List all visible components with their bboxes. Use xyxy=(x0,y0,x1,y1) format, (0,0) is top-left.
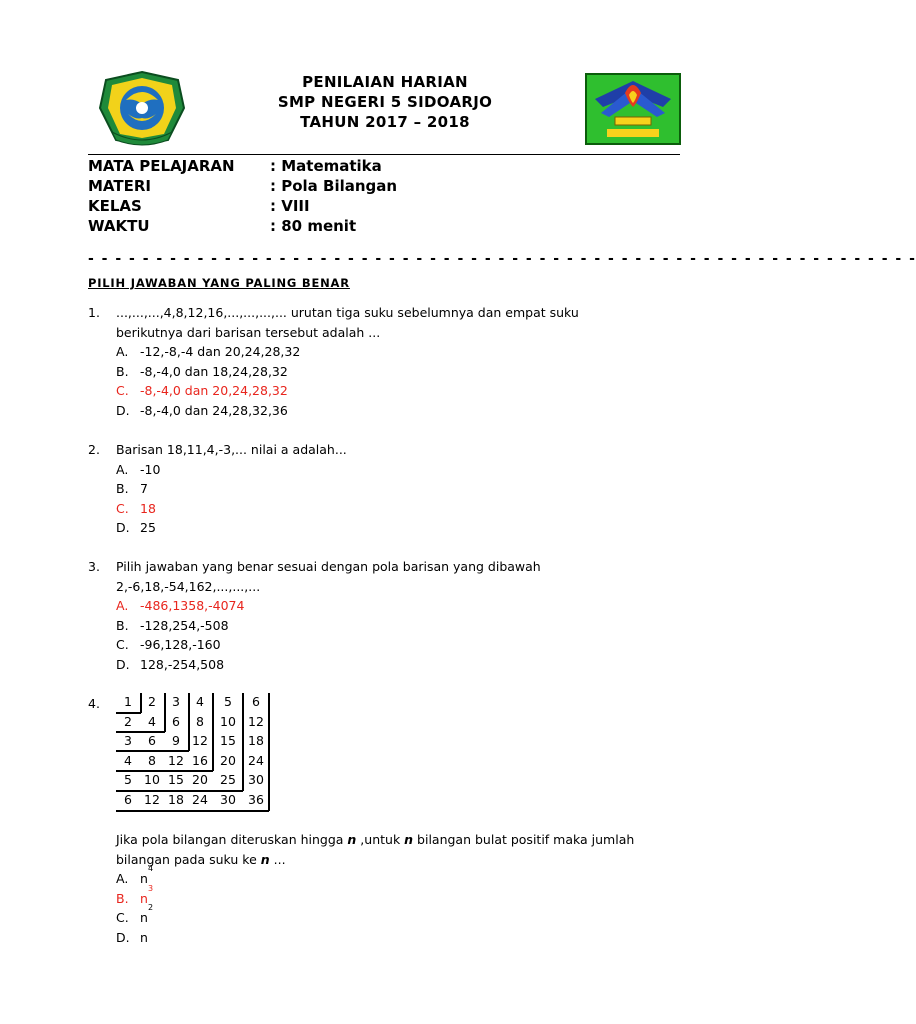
question-number: 2. xyxy=(88,442,100,457)
question-number: 4. xyxy=(88,696,100,711)
question-sequence: 2,-6,18,-54,162,...,...,... xyxy=(116,578,261,594)
option-c-answer: C. 18 xyxy=(116,500,156,516)
option-a: A. n 4 xyxy=(116,864,154,886)
table-cell: 6 xyxy=(252,694,260,709)
table-cell: 24 xyxy=(192,792,208,807)
table-cell: 24 xyxy=(248,752,264,768)
table-cell: 20 xyxy=(192,772,208,788)
question-text: ...,...,...,4,8,12,16,...,...,...,... urutan tiga suku sebelumnya dan empat suku berikutnya dari barisan tersebut adalah ... xyxy=(116,305,579,340)
school-emblem-icon xyxy=(585,73,681,145)
table-cell: 12 xyxy=(168,752,184,768)
table-cell: 9 xyxy=(172,733,180,749)
option-c-answer: C. -8,-4,0 dan 20,24,28,32 xyxy=(116,383,288,398)
table-cell: 3 xyxy=(172,694,180,709)
info-row-material xyxy=(88,176,397,196)
question-4 xyxy=(88,830,676,947)
option-a-answer: A. -486,1358,-4074 xyxy=(116,598,245,613)
table-cell: 30 xyxy=(220,792,236,807)
question-text: Pilih jawaban yang benar sesuai dengan pola barisan yang dibawah xyxy=(116,559,541,574)
instruction-heading: PILIH JAWABAN YANG PALING BENAR xyxy=(88,276,350,290)
table-cell: 15 xyxy=(168,772,184,788)
info-value: : Pola Bilangan xyxy=(270,177,398,195)
table-cell: 6 xyxy=(172,713,180,729)
table-cell: 15 xyxy=(220,733,236,749)
question-2 xyxy=(88,440,676,538)
table-cell: 12 xyxy=(192,733,208,749)
header-divider xyxy=(88,154,680,155)
option-b: B. -8,-4,0 dan 18,24,28,32 xyxy=(116,363,288,379)
exam-info xyxy=(88,156,397,236)
table-cell: 25 xyxy=(220,772,236,788)
ministry-emblem-icon xyxy=(98,70,186,146)
info-key: WAKTU xyxy=(88,217,150,235)
option-c: C. n 2 xyxy=(116,903,154,925)
info-value: : 80 menit xyxy=(270,217,357,235)
option-b-answer: B. n 3 xyxy=(116,883,154,906)
option-b: B. -128,254,-508 xyxy=(116,617,229,633)
table-cell: 6 xyxy=(148,733,156,749)
table-cell: 12 xyxy=(144,792,160,807)
option-a: A. -12,-8,-4 dan 20,24,28,32 xyxy=(116,344,301,359)
option-d: D. 25 xyxy=(116,520,156,535)
table-cell: 4 xyxy=(148,713,156,729)
question-number: 3. xyxy=(88,559,100,574)
table-cell: 2 xyxy=(124,713,132,729)
table-cell: 6 xyxy=(124,792,132,807)
table-cell: 16 xyxy=(192,752,208,768)
question-text: Jika pola bilangan diteruskan hingga n ,untuk n bilangan bulat positif maka jumlah bilangan pada suku ke n ... xyxy=(116,832,635,867)
title-line-1: PENILAIAN HARIAN xyxy=(302,73,468,91)
info-value: : VIII xyxy=(270,197,310,215)
table-cell: 8 xyxy=(148,752,156,768)
question-3 xyxy=(88,557,676,674)
table-cell: 30 xyxy=(248,772,264,788)
question-text: Barisan 18,11,4,-3,... nilai a adalah... xyxy=(116,442,347,457)
option-c: C. -96,128,-160 xyxy=(116,637,221,652)
question-1 xyxy=(88,303,676,420)
title-line-2: SMP NEGERI 5 SIDOARJO xyxy=(277,93,493,111)
dashed-separator: - - - - - - - - - - - - - - - - - - - - - - - - - - - - - - - - - - - - - - - - - - - - - - - - - - - - - - - - - - - - - xyxy=(88,251,916,267)
info-key: KELAS xyxy=(88,197,142,215)
info-key: MATERI xyxy=(88,177,151,195)
table-cell: 4 xyxy=(124,752,132,768)
table-cell: 8 xyxy=(196,713,204,729)
table-cell: 12 xyxy=(248,713,264,729)
info-row-time xyxy=(88,216,397,236)
table-cell: 10 xyxy=(220,713,236,729)
table-cell: 4 xyxy=(196,694,204,709)
question-number: 1. xyxy=(88,305,100,320)
table-cell: 3 xyxy=(124,733,132,749)
table-cell: 18 xyxy=(168,792,184,807)
table-cell: 20 xyxy=(220,752,236,768)
option-d: D. 128,-254,508 xyxy=(116,656,225,672)
exam-title xyxy=(230,72,540,132)
table-cell: 1 xyxy=(124,694,132,709)
option-b: B. 7 xyxy=(116,481,148,496)
info-key: MATA PELAJARAN xyxy=(88,157,235,175)
table-cell: 2 xyxy=(148,694,156,709)
table-cell: 18 xyxy=(248,733,264,749)
number-pattern-table xyxy=(116,693,272,811)
table-cell: 10 xyxy=(144,772,160,788)
option-a: A. -10 xyxy=(116,461,161,477)
title-line-3: TAHUN 2017 – 2018 xyxy=(300,113,470,131)
info-row-subject xyxy=(88,156,397,176)
table-cell: 36 xyxy=(248,792,264,807)
table-cell: 5 xyxy=(124,772,132,788)
option-d: D. -8,-4,0 dan 24,28,32,36 xyxy=(116,402,288,418)
table-cell: 5 xyxy=(224,694,232,709)
option-d: D. n xyxy=(116,929,148,945)
info-value: : Matematika xyxy=(270,157,382,175)
info-row-class xyxy=(88,196,397,216)
